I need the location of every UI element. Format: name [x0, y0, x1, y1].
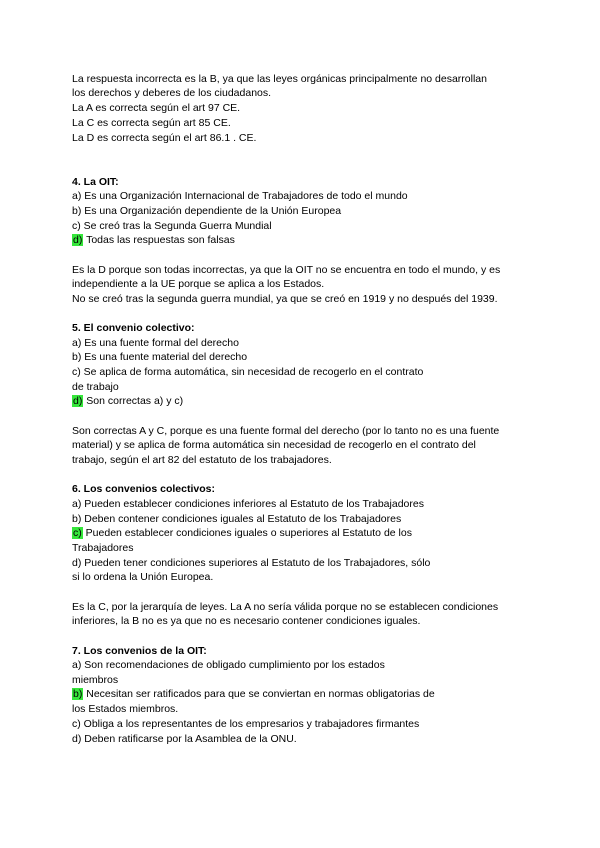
q5-answer-highlight: d): [73, 395, 83, 407]
q6-explanation-1: Es la C, por la jerarquía de leyes. La A no sería válida porque no se establecen condiciones: [72, 601, 499, 613]
q4-answer-highlight: d): [73, 234, 83, 246]
q4-explanation-1: Es la D porque son todas incorrectas, ya que la OIT no se encuentra en todo el mundo, y es: [72, 264, 501, 276]
question-5-title: 5. El convenio colectivo:: [72, 322, 195, 334]
q4-option-b: b) Es una Organización dependiente de la Unión Europea: [72, 205, 342, 217]
q5-option-d-text: Son correctas a) y c): [83, 395, 184, 407]
q6-option-c: [72, 526, 412, 540]
q5-explanation-2: material) y se aplica de forma automática sin necesidad de recogerlo en el contrato del: [72, 439, 476, 451]
q4-option-a: a) Es una Organización Internacional de Trabajadores de todo el mundo: [72, 190, 408, 202]
q5-option-c-2: de trabajo: [72, 381, 119, 393]
q6-option-c-text: Pueden establecer condiciones iguales o superiores al Estatuto de los: [82, 527, 412, 539]
q4-explanation-3: No se creó tras la segunda guerra mundial, ya que se creó en 1919 y no después del 1939.: [72, 293, 498, 305]
q5-option-a: a) Es una fuente formal del derecho: [72, 337, 239, 349]
q6-option-d-2: si lo ordena la Unión Europea.: [72, 571, 214, 583]
q6-explanation-2: inferiores, la B no es ya que no es necesario contener condiciones iguales.: [72, 615, 421, 627]
q6-option-d-1: d) Pueden tener condiciones superiores al Estatuto de los Trabajadores, sólo: [72, 557, 431, 569]
question-6-title: 6. Los convenios colectivos:: [72, 483, 215, 495]
q5-option-d: [72, 394, 183, 408]
q4-option-d: [72, 233, 235, 247]
q4-option-c: c) Se creó tras la Segunda Guerra Mundial: [72, 220, 272, 232]
q5-explanation-1: Son correctas A y C, porque es una fuente formal del derecho (por lo tanto no es una fuente: [72, 425, 500, 437]
question-7-title: 7. Los convenios de la OIT:: [72, 645, 207, 657]
intro-line-4: La C es correcta según art 85 CE.: [72, 117, 231, 129]
q6-option-c-2: Trabajadores: [72, 542, 134, 554]
q5-option-c-1: c) Se aplica de forma automática, sin necesidad de recogerlo en el contrato: [72, 366, 424, 378]
q4-option-d-text: Todas las respuestas son falsas: [83, 234, 235, 246]
q7-option-b-text: Necesitan ser ratificados para que se conviertan en normas obligatorias de: [83, 688, 435, 700]
intro-line-3: La A es correcta según el art 97 CE.: [72, 102, 241, 114]
q6-answer-highlight: c): [73, 527, 82, 539]
q6-option-b: b) Deben contener condiciones iguales al Estatuto de los Trabajadores: [72, 513, 402, 525]
question-4-title: 4. La OIT:: [72, 176, 119, 188]
q4-explanation-2: independiente a la UE porque se aplica a los Estados.: [72, 278, 325, 290]
q7-option-b-2: los Estados miembros.: [72, 703, 179, 715]
q5-explanation-3: trabajo, según el art 82 del estatuto de los trabajadores.: [72, 454, 332, 466]
q7-option-a-2: miembros: [72, 674, 119, 686]
intro-line-5: La D es correcta según el art 86.1 . CE.: [72, 132, 257, 144]
intro-line-1: La respuesta incorrecta es la B, ya que las leyes orgánicas principalmente no desarrollan: [72, 73, 487, 85]
q7-option-c: c) Obliga a los representantes de los empresarios y trabajadores firmantes: [72, 718, 420, 730]
q7-option-d: d) Deben ratificarse por la Asamblea de la ONU.: [72, 733, 297, 745]
q7-answer-highlight: b): [73, 688, 83, 700]
q5-option-b: b) Es una fuente material del derecho: [72, 351, 248, 363]
q6-option-a: a) Pueden establecer condiciones inferiores al Estatuto de los Trabajadores: [72, 498, 424, 510]
q7-option-b: [72, 687, 435, 701]
intro-line-2: los derechos y deberes de los ciudadanos.: [72, 87, 272, 99]
q7-option-a-1: a) Son recomendaciones de obligado cumplimiento por los estados: [72, 659, 385, 671]
